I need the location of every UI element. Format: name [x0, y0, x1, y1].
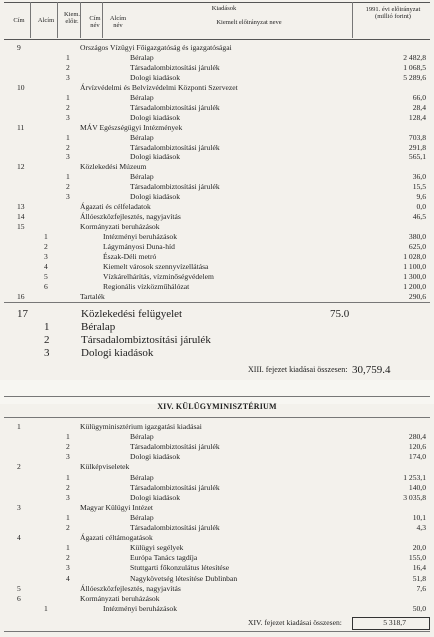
cell-name1: Állóeszközfejlesztés, nagyjavítás [80, 583, 181, 593]
cell-c3: 2 [66, 442, 70, 452]
cell-c3: 1 [66, 432, 70, 442]
cell-val: 174,0 [408, 452, 426, 462]
table-row [0, 442, 434, 452]
cell-c1: 14 [17, 212, 25, 222]
cell-val: 703,8 [408, 132, 426, 142]
table-row [0, 232, 434, 242]
cell-c3: 2 [66, 62, 70, 72]
cell-c1: 2 [17, 462, 21, 472]
cell-val: 4,3 [416, 523, 426, 532]
header-cim-nev: Cím név [89, 15, 101, 29]
cell-val: 51,8 [412, 573, 426, 583]
cell-c3: 3 [66, 492, 70, 502]
cell-name3: Nagykövetség létesítése Dublinban [130, 573, 238, 583]
cell-val: 1 100,0 [403, 261, 426, 271]
table-row [0, 452, 434, 462]
cell-name3: Béralap [130, 512, 154, 522]
cell-name1: Magyar Külügyi Intézet [80, 502, 153, 512]
table-row [0, 584, 434, 594]
cell-c3: 1 [66, 132, 70, 142]
cell-name1: Ágazati és célfeladatok [80, 202, 151, 212]
total-xiii: XIII. fejezet kiadásai összesen: 30,759.4 [248, 364, 391, 376]
table-row [0, 162, 434, 172]
cell-name2: Kiemelt városok szennyvízellátása [103, 261, 209, 271]
cell-c3: 2 [66, 102, 70, 112]
cell-name3: Külügyi segélyek [130, 543, 184, 553]
cell-name3: Társadalombiztosítási járulék [130, 442, 220, 452]
table-row [0, 462, 434, 472]
table-row [0, 503, 434, 513]
table-row [0, 242, 434, 252]
cell-c1: 4 [17, 533, 21, 543]
cell-name1: Kormányzati beruházások [80, 593, 160, 603]
table-row [0, 192, 434, 202]
table-row [0, 133, 434, 143]
cell-val: 140,0 [408, 482, 426, 492]
cell-c2: 5 [44, 271, 48, 281]
table-row [0, 422, 434, 432]
cell-c3: 4 [66, 573, 70, 583]
cell-c1: 13 [17, 202, 25, 212]
cell-name3: Társadalombiztosítási járulék [130, 182, 220, 192]
cell-name3: Társadalombiztosítási járulék [130, 142, 220, 152]
cell-val: 3 035,8 [403, 492, 426, 502]
cell-val: 291,8 [408, 142, 426, 152]
cell-name1: Közlekedési Múzeum [80, 162, 147, 172]
table-row [0, 553, 434, 563]
table-row [0, 262, 434, 272]
cell-val: 46,5 [412, 212, 426, 222]
table-row [0, 53, 434, 63]
table-row [0, 182, 434, 192]
cell-val: 565,1 [408, 152, 426, 162]
cell-val: 128,4 [408, 112, 426, 122]
table-row [0, 152, 434, 162]
cell-name1: Kormányzati beruházások [80, 222, 160, 232]
cell-val: 1 028,0 [403, 251, 426, 261]
cell-val: 1 068,5 [403, 62, 426, 72]
row-beralap-typed: 1 Béralap [44, 321, 116, 333]
cell-val: 5 289,6 [403, 72, 426, 82]
table-row [0, 473, 434, 483]
cell-c3: 2 [66, 142, 70, 152]
cell-c3: 2 [66, 182, 70, 192]
cell-c2: 4 [44, 261, 48, 271]
cell-c2: 6 [44, 281, 48, 291]
section-xiv-title: XIV. KÜLÜGYMINISZTÉRIUM [157, 402, 277, 411]
cell-c1: 11 [17, 122, 25, 132]
table-row [0, 272, 434, 282]
cell-c1: 12 [17, 162, 25, 172]
header-alcim: Alcím [37, 17, 55, 24]
table-header [4, 2, 430, 40]
cell-name3: Béralap [130, 132, 154, 142]
table-row [0, 222, 434, 232]
table-row [0, 543, 434, 553]
table-row [0, 594, 434, 604]
cell-val: 20,0 [412, 543, 426, 553]
cell-name2: Vízkárelhárítás, vízminőségvédelem [103, 271, 214, 281]
table-row [0, 172, 434, 182]
header-kiadasok: Kiadások [211, 5, 237, 12]
cell-name3: Európa Tanács tagdíja [130, 553, 198, 563]
cell-val: 15,5 [412, 182, 426, 192]
cell-name3: Dologi kiadások [130, 492, 180, 502]
table-row [0, 63, 434, 73]
cell-val: 1 300,0 [403, 271, 426, 281]
cell-name1: Külügyminisztérium igazgatási kiadásai [80, 422, 202, 431]
table-row [0, 123, 434, 133]
cell-name2: Lágymányosi Duna-híd [103, 242, 175, 251]
cell-val: 36,0 [412, 172, 426, 182]
cell-name3: Béralap [130, 472, 154, 482]
cell-c3: 1 [66, 472, 70, 482]
cell-name2: Intézményi beruházások [103, 232, 178, 242]
cell-c1: 3 [17, 502, 21, 512]
table-row [0, 202, 434, 212]
cell-c1: 15 [17, 222, 25, 232]
cell-val: 9,6 [416, 192, 426, 202]
cell-c2: 3 [44, 251, 48, 261]
cell-c3: 1 [66, 52, 70, 62]
cell-name1: Árvízvédelmi és Belvízvédelmi Központi Szervezet [80, 82, 238, 92]
table-row [0, 292, 434, 302]
cell-name1: Ágazati céltámogatások [80, 533, 153, 543]
cell-c3: 1 [66, 172, 70, 182]
cell-c2: 1 [44, 232, 48, 242]
cell-c1: 16 [17, 291, 25, 301]
cell-c3: 2 [66, 523, 70, 532]
cell-name3: Társadalombiztosítási járulék [130, 62, 220, 72]
table-row [0, 43, 434, 53]
row-tb-typed: 2 Társadalombiztosítási járulék [44, 334, 211, 346]
cell-val: 50,0 [412, 603, 426, 613]
cell-name1: Tartalék [80, 291, 105, 301]
cell-val: 380,0 [408, 232, 426, 242]
header-kiem-eloir: Kiem. előir. [63, 11, 81, 25]
cell-name3: Stuttgarti főkonzulátus létesítése [130, 563, 230, 573]
table-row [0, 483, 434, 493]
cell-name1: Állóeszközfejlesztés, nagyjavítás [80, 212, 181, 222]
table-row [0, 493, 434, 503]
cell-val: 625,0 [408, 242, 426, 251]
cell-name2: Intézményi beruházások [103, 603, 178, 613]
row-dologi-typed: 3 Dologi kiadások [44, 347, 154, 359]
cell-name3: Dologi kiadások [130, 452, 180, 462]
cell-name3: Dologi kiadások [130, 72, 180, 82]
cell-name1: Országos Vízügyi Főigazgatóság és igazgatóságai [80, 43, 232, 52]
cell-val: 16,4 [412, 563, 426, 573]
table-row [0, 83, 434, 93]
cell-name3: Társadalombiztosítási járulék [130, 102, 220, 112]
table-row [0, 143, 434, 153]
cell-c3: 1 [66, 92, 70, 102]
cell-name3: Dologi kiadások [130, 112, 180, 122]
cell-val: 280,4 [408, 432, 426, 442]
cell-c3: 3 [66, 563, 70, 573]
cell-name3: Béralap [130, 172, 154, 182]
cell-name3: Béralap [130, 52, 154, 62]
cell-name3: Dologi kiadások [130, 152, 180, 162]
cell-name3: Társadalombiztosítási járulék [130, 482, 220, 492]
cell-val: 2 482,8 [403, 52, 426, 62]
cell-val: 1 200,0 [403, 281, 426, 291]
cell-c3: 2 [66, 482, 70, 492]
header-kiemelt-neve: Kiemelt előirányzat neve [216, 19, 282, 26]
cell-c1: 1 [17, 422, 21, 431]
table-row [0, 432, 434, 442]
table-row [0, 113, 434, 123]
header-ev: 1991. évi előirányzat (millió forint) [365, 6, 421, 20]
cell-name1: Külképviseletek [80, 462, 130, 472]
cell-name3: Béralap [130, 432, 154, 442]
cell-val: 120,6 [408, 442, 426, 452]
cell-c3: 3 [66, 192, 70, 202]
cell-c2: 1 [44, 603, 48, 613]
cell-name1: MÁV Egészségügyi Intézmények [80, 122, 183, 132]
cell-val: 0,0 [416, 202, 426, 212]
cell-c1: 5 [17, 583, 21, 593]
cell-c3: 1 [66, 512, 70, 522]
cell-c3: 3 [66, 452, 70, 462]
cell-c3: 3 [66, 112, 70, 122]
table-row [0, 533, 434, 543]
cell-c2: 2 [44, 242, 48, 251]
cell-val: 66,0 [412, 92, 426, 102]
table-row [0, 93, 434, 103]
cell-val: 1 253,1 [403, 472, 426, 482]
total-xiv-box [352, 617, 430, 630]
table-row [0, 523, 434, 533]
table-row [0, 574, 434, 584]
header-cim: Cím [13, 17, 25, 24]
header-alcim-nev: Alcím név [109, 15, 127, 29]
table-row [0, 513, 434, 523]
table-row [0, 103, 434, 113]
cell-val: 155,0 [408, 553, 426, 563]
cell-val: 290,6 [408, 291, 426, 301]
cell-val: 28,4 [412, 102, 426, 112]
table-row [0, 252, 434, 262]
cell-name3: Társadalombiztosítási járulék [130, 523, 220, 532]
table-row [0, 73, 434, 83]
row-kozlekedesi-felugyelet: 17 Közlekedési felügyelet 75.0 [17, 308, 350, 320]
cell-c1: 10 [17, 82, 25, 92]
cell-c3: 1 [66, 543, 70, 553]
cell-c3: 2 [66, 553, 70, 563]
cell-name3: Béralap [130, 92, 154, 102]
table-row [0, 563, 434, 573]
cell-c1: 9 [17, 43, 21, 52]
cell-val: 7,6 [416, 583, 426, 593]
cell-val: 10,1 [412, 512, 426, 522]
cell-c3: 3 [66, 152, 70, 162]
cell-name2: Regionális vízközműhálózat [103, 281, 190, 291]
table-row [0, 282, 434, 292]
cell-c1: 6 [17, 593, 21, 603]
total-xiv: XIV. fejezet kiadásai összesen: 5 318,7 [248, 618, 406, 627]
cell-name3: Dologi kiadások [130, 192, 180, 202]
table-row [0, 604, 434, 614]
table-row [0, 212, 434, 222]
cell-c3: 3 [66, 72, 70, 82]
cell-name2: Észak-Déli metró [103, 251, 157, 261]
